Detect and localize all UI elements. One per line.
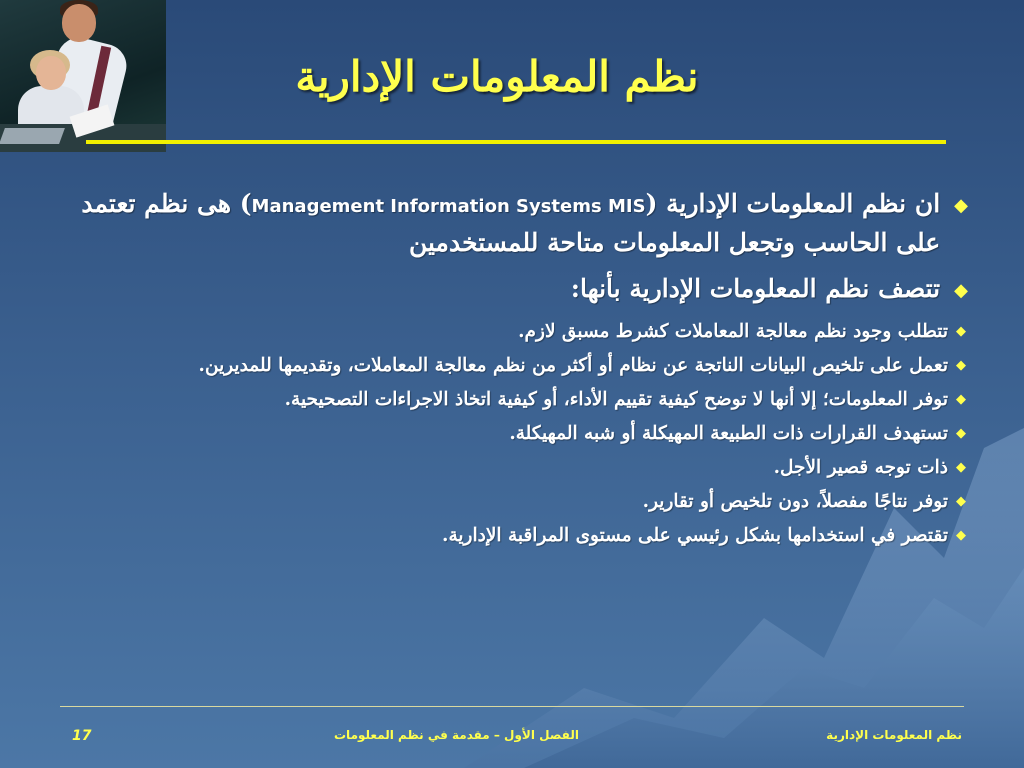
bullet-1-arabic-end: ) هى نظم تعتمد على الحاسب وتجعل المعلومات متاحة للمستخدمين bbox=[81, 189, 941, 257]
sub-bullet-text: توفر نتاجًا مفصلاً، دون تلخيص أو تقارير. bbox=[642, 491, 948, 512]
footer-divider bbox=[60, 706, 964, 707]
small-diamond-bullet-icon: ◆ bbox=[956, 528, 966, 543]
small-diamond-bullet-icon: ◆ bbox=[956, 358, 966, 373]
page-number: 17 bbox=[72, 728, 92, 744]
sub-bullet-item bbox=[36, 385, 966, 415]
bullet-1-english-term: Management Information Systems MIS bbox=[251, 196, 646, 217]
footer-chapter-title: الفصل الأول – مقدمة في نظم المعلومات bbox=[334, 728, 579, 742]
sub-bullet-text: توفر المعلومات؛ إلا أنها لا توضح كيفية تقييم الأداء، أو كيفية اتخاذ الاجراءات التصحيحية. bbox=[284, 389, 948, 410]
small-diamond-bullet-icon: ◆ bbox=[956, 494, 966, 509]
small-diamond-bullet-icon: ◆ bbox=[956, 426, 966, 441]
sub-bullet-item bbox=[36, 521, 966, 551]
small-diamond-bullet-icon: ◆ bbox=[956, 460, 966, 475]
sub-bullet-text: تقتصر في استخدامها بشكل رئيسي على مستوى المراقبة الإدارية. bbox=[442, 525, 948, 546]
sub-bullet-text: ذات توجه قصير الأجل. bbox=[773, 457, 948, 478]
diamond-bullet-icon: ◆ bbox=[954, 280, 968, 301]
slide-title: نظم المعلومات الإدارية bbox=[295, 52, 699, 101]
bullet-item-2 bbox=[36, 271, 968, 307]
bullet-text-2: تتصف نظم المعلومات الإدارية بأنها: bbox=[570, 274, 941, 303]
sub-bullet-item bbox=[36, 453, 966, 483]
small-diamond-bullet-icon: ◆ bbox=[956, 392, 966, 407]
sub-bullet-item bbox=[36, 317, 966, 347]
sub-bullet-item bbox=[36, 487, 966, 517]
title-underline bbox=[86, 140, 946, 144]
bullet-item-1 bbox=[36, 186, 968, 261]
business-people-photo bbox=[0, 0, 166, 152]
slide-content bbox=[36, 186, 968, 555]
sub-bullet-text: تتطلب وجود نظم معالجة المعاملات كشرط مسبق لازم. bbox=[518, 321, 948, 342]
bullet-text-1 bbox=[36, 186, 940, 261]
footer-course-title: نظم المعلومات الإدارية bbox=[826, 728, 962, 742]
diamond-bullet-icon: ◆ bbox=[954, 195, 968, 216]
small-diamond-bullet-icon: ◆ bbox=[956, 324, 966, 339]
sub-bullet-text: تعمل على تلخيص البيانات الناتجة عن نظام أو أكثر من نظم معالجة المعاملات، وتقديمها للمديرين. bbox=[198, 355, 948, 376]
sub-bullet-item bbox=[36, 419, 966, 449]
sub-bullet-item bbox=[36, 351, 966, 381]
bullet-1-arabic-start: ان نظم المعلومات الإدارية ( bbox=[645, 189, 941, 218]
sub-bullet-text: تستهدف القرارات ذات الطبيعة المهيكلة أو شبه المهيكلة. bbox=[509, 423, 948, 444]
